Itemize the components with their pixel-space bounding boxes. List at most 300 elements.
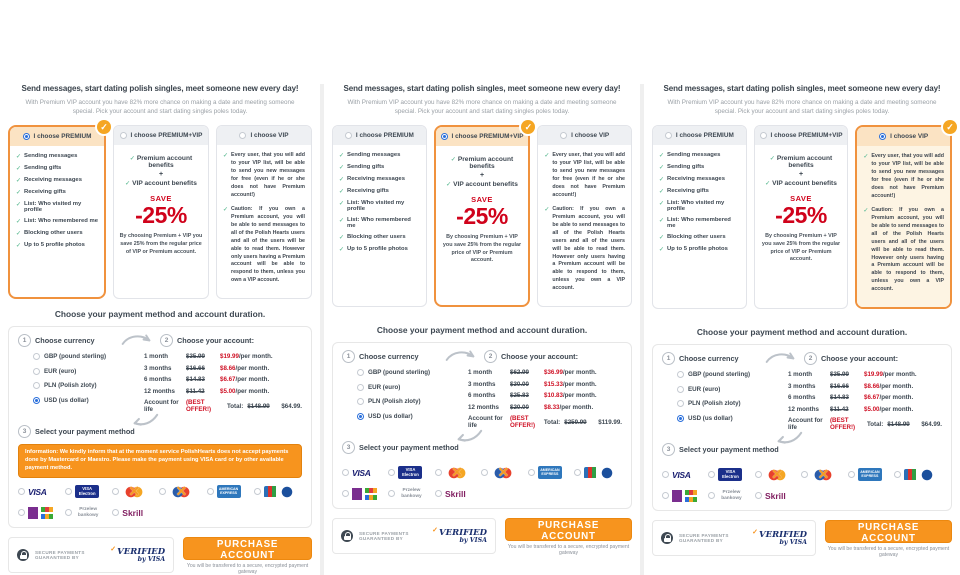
radio-icon[interactable]: [342, 469, 349, 476]
save-percent: -25%: [456, 203, 508, 230]
card-premium-vip[interactable]: [434, 121, 533, 307]
plan-label: 1 month: [144, 353, 169, 361]
feature-item: [339, 217, 420, 229]
plan-option[interactable]: [788, 394, 942, 401]
check-icon: ✓: [16, 231, 22, 238]
plan-option[interactable]: [144, 399, 302, 413]
check-icon: ✓: [339, 165, 345, 172]
feature-item: [16, 201, 98, 213]
combo-benefit-2: ✓ VIP account benefits: [446, 181, 518, 189]
plan-option[interactable]: [144, 376, 302, 383]
plan-option[interactable]: [468, 404, 622, 411]
radio-icon[interactable]: [18, 488, 25, 495]
step-3-header: 3 Select your payment method: [342, 441, 622, 454]
radio-icon[interactable]: [665, 132, 672, 139]
radio-icon[interactable]: [159, 488, 166, 495]
plan-label: 6 months: [144, 376, 172, 384]
radio-icon[interactable]: [435, 490, 442, 497]
step-number: 1: [662, 352, 675, 365]
radio-icon[interactable]: [18, 509, 25, 516]
radio-icon[interactable]: [801, 471, 808, 478]
page-title: Send messages, start dating polish singles, meet someone new every day!: [663, 84, 941, 93]
check-icon: ✓: [339, 177, 345, 184]
banklinks-icon: [28, 507, 54, 519]
card-title: I choose PREMIUM+VIP: [451, 133, 524, 141]
check-icon: ✓: [659, 235, 665, 242]
step-number: 3: [18, 425, 31, 438]
card-premium-vip-header[interactable]: [114, 126, 208, 145]
currency-option[interactable]: [33, 397, 130, 404]
check-icon: ✓: [339, 189, 345, 196]
feature-item: [16, 189, 98, 196]
card-title: I choose PREMIUM+VIP: [770, 132, 843, 140]
card-premium-body: [10, 146, 104, 261]
payment-methods: [18, 485, 302, 520]
step-number: 2: [804, 352, 817, 365]
maestro-x-icon: [811, 468, 835, 482]
card-title: I choose VIP: [890, 133, 929, 141]
card-premium-header[interactable]: [333, 126, 426, 145]
old-price: $259.99: [564, 418, 587, 426]
best-offer-label: (BEST OFFER!): [830, 417, 856, 432]
feature-label: Sending messages: [24, 153, 78, 160]
feature-item: [16, 177, 98, 184]
old-price: $16.66: [186, 364, 205, 372]
card-premium-vip[interactable]: [754, 125, 849, 309]
radio-icon[interactable]: [755, 492, 762, 499]
combo-benefit-1: ✓ Premium account benefits: [769, 155, 833, 170]
new-price: $6.67: [220, 376, 236, 384]
mastercard-x-icon: [122, 485, 146, 499]
plan-option[interactable]: [468, 369, 622, 376]
purchase-account-button[interactable]: PURCHASE ACCOUNT: [183, 537, 312, 560]
step-number: 2: [160, 334, 173, 347]
radio-icon[interactable]: [112, 488, 119, 495]
new-price: $8.66: [864, 382, 880, 390]
radio-icon[interactable]: [755, 471, 762, 478]
lock-icon: [661, 532, 673, 544]
new-price: $19.99: [220, 353, 239, 361]
plan-label: 3 months: [468, 380, 496, 388]
curved-arrow-icon: [764, 350, 796, 365]
step-2-header: 2 Choose your account:: [804, 352, 898, 365]
przelew-icon: Przelew bankowy: [401, 487, 422, 499]
visa-electron-icon: VISA Electron: [718, 468, 742, 481]
currency-option[interactable]: [677, 386, 774, 393]
currency-option[interactable]: [357, 369, 454, 376]
currency-list: [342, 369, 454, 434]
feature-label: Receiving gifts: [347, 188, 389, 195]
plan-label: 1 month: [468, 369, 493, 377]
radio-icon[interactable]: [357, 398, 364, 405]
gateway-note: You will be transfered to a secure, encrypted payment gateway: [827, 545, 950, 558]
plan-option[interactable]: [144, 353, 302, 360]
price-suffix: /per month.: [235, 387, 270, 395]
card-premium-header[interactable]: [653, 126, 746, 145]
plan-option[interactable]: [788, 406, 942, 413]
radio-icon[interactable]: [677, 371, 684, 378]
currency-option[interactable]: [33, 353, 130, 360]
radio-icon[interactable]: [112, 509, 119, 516]
payment-method-option[interactable]: [435, 466, 481, 480]
card-premium-vip-body: [755, 145, 848, 271]
combo-note: By choosing Premium + VIP you save 25% from the regular price of VIP or Premium account.: [442, 234, 522, 264]
feature-label: Sending messages: [667, 152, 721, 159]
step-number: 3: [342, 441, 355, 454]
feature-item: [659, 176, 740, 183]
page-subtitle: With Premium VIP account you have 82% more chance on making a date and meeting someone special. Pick your account and start dating singles poles today.: [667, 99, 937, 116]
plan-list: [130, 353, 302, 418]
check-icon: ✓: [863, 154, 869, 161]
currency-option[interactable]: [677, 371, 774, 378]
radio-icon[interactable]: [662, 492, 669, 499]
account-cards: [8, 121, 312, 299]
check-icon: ✓: [16, 243, 22, 250]
old-price: $30.00: [510, 380, 529, 388]
payment-method-option[interactable]: [342, 466, 388, 480]
plan-label: 3 months: [144, 364, 172, 372]
price-suffix: /per month.: [562, 369, 597, 377]
check-icon: ✓: [544, 153, 550, 160]
curved-arrow-icon: [444, 348, 476, 363]
payment-method-option[interactable]: [755, 468, 801, 482]
radio-icon[interactable]: [65, 509, 72, 516]
vip-paragraph: ✓ Caution: If you own a Premium account, you will be able to send messages to all of the Polish Hearts users and all of the users will be able to read them. However only users having a Premium account will be able to respond to them, unless you own a VIP account.: [863, 206, 945, 293]
payment-method-option[interactable]: [18, 485, 65, 499]
combo-note: By choosing Premium + VIP you save 25% from the regular price of VIP or Premium account.: [761, 233, 841, 263]
account-cards: [332, 121, 632, 307]
radio-icon[interactable]: [254, 488, 261, 495]
maestro-x-icon: [491, 466, 515, 480]
payment-method-option[interactable]: [801, 468, 847, 482]
check-icon: ✓: [765, 181, 771, 188]
plan-label: 12 months: [788, 405, 819, 413]
check-icon: ✓: [659, 247, 665, 254]
plan-option[interactable]: [468, 392, 622, 399]
visa-electron-icon: VISA Electron: [75, 485, 99, 498]
price-suffix: /per month.: [879, 394, 914, 402]
feature-label: Up to 5 profile photos: [347, 246, 408, 253]
radio-icon[interactable]: [33, 353, 40, 360]
combo-benefit-1: ✓ Premium account benefits: [450, 156, 514, 171]
plan-label: 6 months: [468, 392, 496, 400]
plan-list: [454, 369, 622, 434]
card-premium-vip-body: [114, 145, 208, 264]
currency-option[interactable]: [357, 413, 454, 420]
price-suffix: /per month.: [559, 403, 594, 411]
plan-option[interactable]: [144, 365, 302, 372]
plan-option[interactable]: [788, 383, 942, 390]
feature-item: [339, 176, 420, 183]
currency-label: USD (us dollar): [688, 414, 733, 422]
feature-item: [339, 246, 420, 253]
payment-method-option[interactable]: [528, 466, 574, 479]
radio-icon[interactable]: [33, 368, 40, 375]
currency-option[interactable]: [677, 400, 774, 407]
radio-icon[interactable]: [207, 488, 214, 495]
total-label: Total:: [226, 402, 244, 410]
feature-item: [659, 200, 740, 212]
currency-option[interactable]: [677, 415, 774, 422]
radio-icon[interactable]: [33, 397, 40, 404]
radio-icon[interactable]: [760, 132, 767, 139]
payment-method-option[interactable]: [254, 486, 301, 498]
radio-icon[interactable]: [23, 133, 30, 140]
plus-sign: +: [479, 172, 485, 180]
card-premium[interactable]: [8, 121, 108, 299]
card-premium-header[interactable]: [10, 127, 104, 146]
price-suffix: /per month.: [235, 364, 270, 372]
payment-method-option[interactable]: [481, 466, 527, 480]
radio-icon[interactable]: [345, 132, 352, 139]
price-suffix: /per month.: [879, 382, 914, 390]
check-icon: ✓: [129, 156, 135, 163]
new-price: $15.33: [544, 380, 563, 388]
card-premium[interactable]: [332, 125, 427, 307]
card-premium-vip-header[interactable]: [436, 127, 529, 146]
payment-box: [332, 342, 632, 509]
radio-icon[interactable]: [388, 469, 395, 476]
card-premium[interactable]: [652, 125, 747, 309]
payment-box: [8, 326, 312, 527]
maestro-x-icon: [169, 485, 193, 499]
przelew-icon: Przelew bankowy: [77, 506, 99, 518]
payment-method-option[interactable]: [342, 488, 388, 500]
jcb-diners-icon: [904, 469, 934, 481]
feature-item: [339, 164, 420, 171]
card-vip-header[interactable]: [217, 126, 311, 145]
payment-method-option[interactable]: [18, 507, 65, 519]
curved-arrow-icon: [120, 332, 152, 347]
radio-icon[interactable]: [342, 490, 349, 497]
feature-label: Up to 5 profile photos: [667, 246, 728, 253]
new-price: $119.99.: [598, 418, 622, 426]
currency-label: EUR (euro): [44, 367, 77, 375]
radio-icon[interactable]: [441, 133, 448, 140]
step-number: 2: [484, 350, 497, 363]
feature-label: Sending gifts: [347, 164, 385, 171]
feature-item: [339, 188, 420, 195]
feature-item: [659, 234, 740, 241]
plan-label: 12 months: [468, 403, 499, 411]
selected-check-icon: ✓: [97, 120, 111, 134]
payment-method-option[interactable]: [848, 468, 894, 481]
check-icon: ✓: [752, 528, 759, 536]
payment-method-option[interactable]: [388, 487, 434, 501]
plan-option[interactable]: [468, 381, 622, 388]
check-icon: ✓: [659, 201, 665, 208]
old-price: $62.99: [510, 369, 529, 377]
check-icon: ✓: [110, 545, 117, 553]
radio-icon[interactable]: [357, 384, 364, 391]
card-vip-header[interactable]: [857, 127, 950, 146]
old-price: $148.99: [247, 402, 270, 410]
step-1-header: 1 Choose currency: [342, 350, 448, 363]
radio-icon[interactable]: [879, 133, 886, 140]
radio-icon[interactable]: [848, 471, 855, 478]
check-icon: ✓: [659, 153, 665, 160]
plus-sign: +: [798, 171, 804, 179]
step-3-header: 3 Select your payment method: [18, 425, 302, 438]
payment-method-option[interactable]: [112, 506, 159, 520]
check-icon: ✓: [125, 181, 131, 188]
currency-option[interactable]: [357, 398, 454, 405]
currency-label: EUR (euro): [368, 383, 401, 391]
radio-icon[interactable]: [435, 469, 442, 476]
payment-section-title: Choose your payment method and account duration.: [54, 309, 266, 320]
check-icon: ✓: [659, 165, 665, 172]
radio-icon[interactable]: [357, 413, 364, 420]
step-2-header: 2 Choose your account:: [160, 334, 254, 347]
combo-benefit-2: ✓ VIP account benefits: [125, 180, 197, 188]
feature-label: List: Who remembered me: [347, 217, 411, 230]
secure-payments-box: [8, 537, 174, 573]
skrill-icon: Skrill: [764, 490, 786, 501]
check-icon: ✓: [339, 235, 345, 242]
vip-paragraph: ✓ Every user, that you will add to your VIP list, will be able to send you new messages for free (even if he or she does not have Premium account!): [223, 152, 305, 198]
check-icon: ✓: [544, 206, 550, 213]
feature-label: Blocking other users: [667, 234, 726, 241]
radio-icon[interactable]: [677, 386, 684, 393]
payment-method-option[interactable]: [159, 485, 206, 499]
plan-option[interactable]: [468, 415, 622, 429]
amex-icon: AMERICAN EXPRESS: [858, 468, 882, 481]
radio-icon[interactable]: [528, 469, 535, 476]
payment-method-option[interactable]: [662, 490, 708, 502]
feature-item: [659, 246, 740, 253]
radio-icon[interactable]: [357, 369, 364, 376]
new-price: $5.00: [864, 405, 880, 413]
payment-method-option[interactable]: [894, 469, 940, 481]
radio-icon[interactable]: [65, 488, 72, 495]
combo-benefit-1: ✓ Premium account benefits: [129, 155, 193, 170]
plan-option[interactable]: [144, 388, 302, 395]
radio-icon[interactable]: [708, 471, 715, 478]
feature-item: [659, 152, 740, 159]
radio-icon[interactable]: [120, 132, 127, 139]
currency-option[interactable]: [33, 368, 130, 375]
radio-icon[interactable]: [481, 469, 488, 476]
verified-by-visa-logo: ✓ VERIFIED by VISA: [432, 526, 488, 544]
feature-label: List: Who visited my profile: [24, 201, 82, 214]
plan-option[interactable]: [788, 417, 942, 431]
card-vip[interactable]: [855, 121, 954, 309]
visa-icon: VISA: [352, 467, 371, 478]
vip-paragraph: ✓ Caution: If you own a Premium account, you will be able to send messages to all of the Polish Hearts users and all of the users will be able to read them. However only users having a Premium account will be able to respond to them, unless you own a VIP account.: [544, 205, 626, 292]
check-icon: ✓: [339, 153, 345, 160]
check-icon: ✓: [339, 201, 345, 208]
purchase-account-button[interactable]: PURCHASE ACCOUNT: [825, 520, 952, 543]
card-vip-header[interactable]: [538, 126, 631, 145]
page-subtitle: With Premium VIP account you have 82% more chance on making a date and meeting someone special. Pick your account and start dating singles poles today.: [347, 99, 617, 116]
radio-icon[interactable]: [33, 382, 40, 389]
price-suffix: /per month.: [238, 353, 273, 361]
feature-label: Blocking other users: [347, 234, 406, 241]
payment-method-option[interactable]: [708, 489, 754, 503]
check-icon: ✓: [16, 190, 22, 197]
payment-method-option[interactable]: [574, 467, 620, 479]
card-premium-vip[interactable]: [113, 125, 209, 299]
mastercard-x-icon: [765, 468, 789, 482]
currency-list: [662, 371, 774, 436]
old-price: $14.83: [186, 376, 205, 384]
currency-option[interactable]: [357, 384, 454, 391]
purchase-account-button[interactable]: PURCHASE ACCOUNT: [505, 518, 632, 541]
card-vip[interactable]: [216, 125, 312, 299]
radio-icon[interactable]: [560, 132, 567, 139]
radio-icon[interactable]: [677, 415, 684, 422]
card-title: I choose PREMIUM: [33, 133, 92, 141]
save-label: SAVE: [471, 195, 493, 205]
step-2-header: 2 Choose your account:: [484, 350, 578, 363]
radio-icon[interactable]: [239, 132, 246, 139]
radio-icon[interactable]: [894, 471, 901, 478]
payment-method-option[interactable]: [207, 485, 254, 498]
payment-method-option[interactable]: [755, 489, 801, 503]
payment-method-option[interactable]: [708, 468, 754, 481]
secure-payments-label: SECURE PAYMENTS GUARANTEED BY: [35, 549, 85, 560]
visa-electron-icon: VISA Electron: [398, 466, 422, 479]
best-offer-label: (BEST OFFER!): [186, 399, 212, 414]
card-title: I choose VIP: [571, 132, 610, 140]
feature-label: Blocking other users: [24, 230, 83, 237]
card-premium-vip-header[interactable]: [755, 126, 848, 145]
currency-option[interactable]: [33, 382, 130, 389]
feature-label: Sending messages: [347, 152, 401, 159]
info-banner: Information: We kindly inform that at the moment service PolishHearts does not accept payments done by Mastercard or Maestro. Please make the payment using VISA card or by other available payment method.: [18, 444, 302, 478]
card-premium-body: [333, 145, 426, 265]
payment-method-option[interactable]: [388, 466, 434, 479]
card-vip-body: [217, 145, 311, 298]
feature-item: [339, 152, 420, 159]
payment-method-option[interactable]: [65, 506, 112, 520]
payment-method-option[interactable]: [65, 485, 112, 498]
card-vip[interactable]: [537, 125, 632, 307]
plan-label: Account for life: [144, 399, 179, 414]
payment-method-option[interactable]: [112, 485, 159, 499]
check-icon: ✓: [450, 157, 456, 164]
card-title: I choose PREMIUM: [355, 132, 414, 140]
payment-method-option[interactable]: [662, 468, 708, 482]
plan-option[interactable]: [788, 371, 942, 378]
lock-icon: [341, 530, 353, 542]
price-suffix: /per month.: [235, 376, 270, 384]
check-icon: ✓: [659, 177, 665, 184]
payment-methods: [662, 468, 942, 503]
payment-method-option[interactable]: [435, 487, 481, 501]
step-number: 1: [342, 350, 355, 363]
currency-label: PLN (Polish zloty): [688, 400, 741, 408]
jcb-diners-icon: [584, 467, 614, 479]
feature-item: [16, 242, 98, 249]
currency-label: USD (us dollar): [368, 412, 413, 420]
curved-arrow-icon: [454, 428, 484, 443]
curved-arrow-icon: [130, 412, 160, 427]
check-icon: ✓: [16, 219, 22, 226]
radio-icon[interactable]: [708, 492, 715, 499]
check-icon: ✓: [769, 156, 775, 163]
radio-icon[interactable]: [388, 490, 395, 497]
feature-label: Receiving messages: [667, 176, 725, 183]
price-suffix: /per month.: [562, 380, 597, 388]
radio-icon[interactable]: [662, 471, 669, 478]
check-icon: ✓: [223, 206, 229, 213]
new-price: $64.99.: [281, 402, 302, 410]
radio-icon[interactable]: [677, 400, 684, 407]
feature-item: [659, 188, 740, 195]
radio-icon[interactable]: [574, 469, 581, 476]
banklinks-icon: [352, 488, 378, 500]
